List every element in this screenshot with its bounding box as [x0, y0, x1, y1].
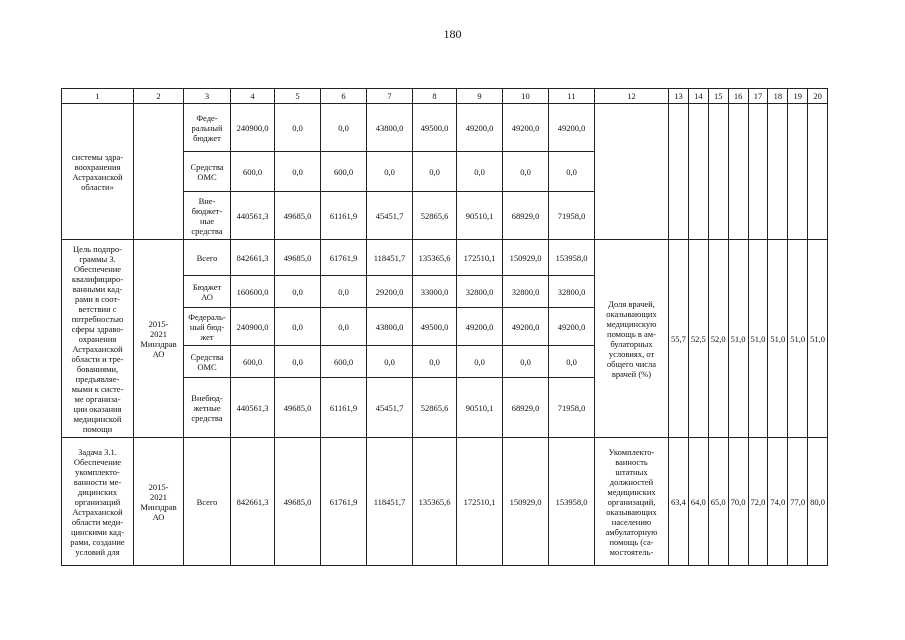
indicator-value — [768, 104, 788, 240]
executor-period — [134, 104, 184, 240]
amount-cell: 32800,0 — [549, 276, 595, 308]
amount-cell: 0,0 — [367, 346, 413, 378]
indicator-value: 51,0 — [728, 240, 748, 438]
column-header: 18 — [768, 89, 788, 104]
indicator-name — [595, 104, 669, 240]
indicator-value: 63,4 — [669, 438, 689, 566]
amount-cell: 0,0 — [321, 308, 367, 346]
indicator-value: 70,0 — [728, 438, 748, 566]
amount-cell: 440561,3 — [231, 192, 275, 240]
amount-cell: 49200,0 — [549, 308, 595, 346]
indicator-value: 55,7 — [669, 240, 689, 438]
amount-cell: 153958,0 — [549, 240, 595, 276]
column-header: 5 — [275, 89, 321, 104]
indicator-value: 80,0 — [808, 438, 828, 566]
amount-cell: 49500,0 — [413, 104, 457, 152]
amount-cell: 61761,9 — [321, 438, 367, 566]
amount-cell: 600,0 — [321, 152, 367, 192]
amount-cell: 118451,7 — [367, 438, 413, 566]
amount-cell: 32800,0 — [503, 276, 549, 308]
amount-cell: 49685,0 — [275, 438, 321, 566]
funding-source: Бюджет АО — [184, 276, 231, 308]
amount-cell: 0,0 — [321, 104, 367, 152]
indicator-value: 52,5 — [688, 240, 708, 438]
amount-cell: 0,0 — [275, 346, 321, 378]
amount-cell: 33000,0 — [413, 276, 457, 308]
funding-source: Всего — [184, 240, 231, 276]
amount-cell: 32800,0 — [457, 276, 503, 308]
amount-cell: 0,0 — [413, 152, 457, 192]
indicator-value — [748, 104, 768, 240]
amount-cell: 43800,0 — [367, 104, 413, 152]
indicator-value: 65,0 — [708, 438, 728, 566]
funding-source: Вне- бюджет- ные средства — [184, 192, 231, 240]
target-description: системы здра- воохранения Астраханской области» — [62, 104, 134, 240]
funding-source: Феде- ральный бюджет — [184, 104, 231, 152]
page-number: 180 — [443, 27, 462, 41]
amount-cell: 842661,3 — [231, 240, 275, 276]
amount-cell: 90510,1 — [457, 192, 503, 240]
funding-source: Всего — [184, 438, 231, 566]
amount-cell: 600,0 — [231, 152, 275, 192]
amount-cell: 71958,0 — [549, 192, 595, 240]
amount-cell: 45451,7 — [367, 192, 413, 240]
amount-cell: 0,0 — [275, 104, 321, 152]
amount-cell: 49200,0 — [457, 308, 503, 346]
indicator-name: Доля врачей, оказывающих медицинскую помощь в ам- булаторных условиях, от общего числа врачей (%) — [595, 240, 669, 438]
indicator-value — [708, 104, 728, 240]
amount-cell: 153958,0 — [549, 438, 595, 566]
amount-cell: 52865,6 — [413, 378, 457, 438]
indicator-value: 51,0 — [768, 240, 788, 438]
column-header: 13 — [669, 89, 689, 104]
amount-cell: 600,0 — [231, 346, 275, 378]
executor-period: 2015- 2021 Минздрав АО — [134, 438, 184, 566]
column-header: 1 — [62, 89, 134, 104]
amount-cell: 49200,0 — [457, 104, 503, 152]
funding-source: Федераль- ный бюд- жет — [184, 308, 231, 346]
column-header: 12 — [595, 89, 669, 104]
header-row — [62, 89, 828, 104]
amount-cell: 61761,9 — [321, 240, 367, 276]
amount-cell: 52865,6 — [413, 192, 457, 240]
target-description: Задача 3.1. Обеспечение укомплекто- ванности ме- дицинских организаций Астраханской области меди- цинскими кад- рами, создание условий для — [62, 438, 134, 566]
column-header: 17 — [748, 89, 768, 104]
table-row — [62, 240, 828, 276]
amount-cell: 0,0 — [367, 152, 413, 192]
table-row — [62, 104, 828, 152]
amount-cell: 0,0 — [321, 276, 367, 308]
amount-cell: 0,0 — [549, 346, 595, 378]
amount-cell: 29200,0 — [367, 276, 413, 308]
funding-source: Внебюд- жетные средства — [184, 378, 231, 438]
amount-cell: 150929,0 — [503, 240, 549, 276]
amount-cell: 600,0 — [321, 346, 367, 378]
amount-cell: 0,0 — [457, 346, 503, 378]
indicator-value — [808, 104, 828, 240]
amount-cell: 0,0 — [275, 308, 321, 346]
amount-cell: 43800,0 — [367, 308, 413, 346]
funding-source: Средства ОМС — [184, 346, 231, 378]
amount-cell: 240900,0 — [231, 104, 275, 152]
column-header: 15 — [708, 89, 728, 104]
amount-cell: 68929,0 — [503, 192, 549, 240]
column-header: 2 — [134, 89, 184, 104]
budget-table — [61, 88, 828, 566]
amount-cell: 49500,0 — [413, 308, 457, 346]
amount-cell: 49685,0 — [275, 192, 321, 240]
amount-cell: 160600,0 — [231, 276, 275, 308]
amount-cell: 71958,0 — [549, 378, 595, 438]
indicator-value: 77,0 — [788, 438, 808, 566]
amount-cell: 440561,3 — [231, 378, 275, 438]
column-header: 9 — [457, 89, 503, 104]
column-header: 11 — [549, 89, 595, 104]
amount-cell: 61161,9 — [321, 192, 367, 240]
amount-cell: 172510,1 — [457, 240, 503, 276]
funding-source: Средства ОМС — [184, 152, 231, 192]
indicator-value: 51,0 — [788, 240, 808, 438]
indicator-value: 72,0 — [748, 438, 768, 566]
amount-cell: 0,0 — [275, 152, 321, 192]
indicator-value: 74,0 — [768, 438, 788, 566]
indicator-value: 64,0 — [688, 438, 708, 566]
amount-cell: 842661,3 — [231, 438, 275, 566]
column-header: 4 — [231, 89, 275, 104]
amount-cell: 150929,0 — [503, 438, 549, 566]
table-row — [62, 438, 828, 566]
indicator-value: 51,0 — [748, 240, 768, 438]
amount-cell: 49685,0 — [275, 378, 321, 438]
column-header: 6 — [321, 89, 367, 104]
indicator-value — [688, 104, 708, 240]
amount-cell: 49200,0 — [549, 104, 595, 152]
indicator-value — [788, 104, 808, 240]
column-header: 8 — [413, 89, 457, 104]
amount-cell: 49685,0 — [275, 240, 321, 276]
amount-cell: 0,0 — [275, 276, 321, 308]
amount-cell: 240900,0 — [231, 308, 275, 346]
amount-cell: 45451,7 — [367, 378, 413, 438]
indicator-value: 52,0 — [708, 240, 728, 438]
amount-cell: 0,0 — [457, 152, 503, 192]
amount-cell: 135365,6 — [413, 438, 457, 566]
amount-cell: 61161,9 — [321, 378, 367, 438]
indicator-value: 51,0 — [808, 240, 828, 438]
column-header: 14 — [688, 89, 708, 104]
indicator-value — [669, 104, 689, 240]
target-description: Цель подпро- граммы 3. Обеспечение квалифициро- ванными кад- рами в соот- ветствии с потребностью сферы здраво- охранения Астраханской области и тре- бованиями, предъявляе- мыми к систе- ме организа- ции оказания медицинской помощи — [62, 240, 134, 438]
executor-period: 2015- 2021 Минздрав АО — [134, 240, 184, 438]
column-header: 3 — [184, 89, 231, 104]
indicator-name: Укомплекто- ванность штатных должностей медицинских организаций, оказывающих населению амбулаторную помощь (са- мостоятель- — [595, 438, 669, 566]
amount-cell: 0,0 — [503, 152, 549, 192]
amount-cell: 118451,7 — [367, 240, 413, 276]
column-header: 16 — [728, 89, 748, 104]
column-header: 7 — [367, 89, 413, 104]
amount-cell: 0,0 — [503, 346, 549, 378]
amount-cell: 172510,1 — [457, 438, 503, 566]
amount-cell: 49200,0 — [503, 104, 549, 152]
column-header: 19 — [788, 89, 808, 104]
amount-cell: 68929,0 — [503, 378, 549, 438]
amount-cell: 49200,0 — [503, 308, 549, 346]
amount-cell: 135365,6 — [413, 240, 457, 276]
column-header: 20 — [808, 89, 828, 104]
amount-cell: 0,0 — [413, 346, 457, 378]
amount-cell: 0,0 — [549, 152, 595, 192]
amount-cell: 90510,1 — [457, 378, 503, 438]
column-header: 10 — [503, 89, 549, 104]
indicator-value — [728, 104, 748, 240]
